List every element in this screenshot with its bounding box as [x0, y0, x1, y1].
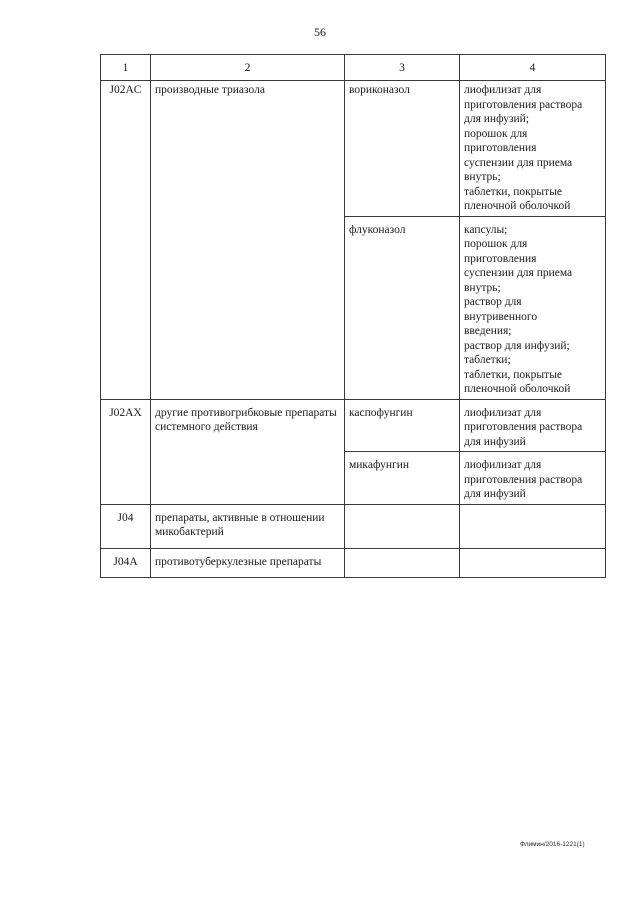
dosage-form-cell	[460, 81, 606, 217]
table-row	[101, 504, 606, 548]
dosage-form-line: лиофилизат для	[464, 84, 542, 96]
drug-name-cell	[345, 548, 460, 578]
atc-code-cell: J02AC	[101, 81, 151, 400]
column-header: 2	[151, 55, 345, 81]
dosage-form-line: суспензии для приема	[464, 156, 573, 169]
dosage-form-line: приготовления раствора	[464, 473, 583, 486]
table-header-row	[101, 55, 606, 81]
dosage-form-line: суспензии для приема	[464, 267, 573, 279]
dosage-form-line: капсулы;	[464, 223, 508, 236]
dosage-form-cell	[460, 548, 606, 578]
dosage-form-line: приготовления	[464, 142, 537, 154]
dosage-form-line: пленочной оболочкой	[464, 383, 571, 395]
atc-code-cell: J04	[101, 504, 151, 548]
column-header: 3	[345, 55, 460, 81]
dosage-form-line: для инфузий	[464, 488, 526, 500]
column-header: 1	[101, 55, 151, 81]
dosage-form-line: таблетки;	[464, 354, 511, 366]
dosage-form-line: внутривенного	[464, 310, 538, 323]
page-number: 56	[314, 25, 326, 39]
atc-code-cell: J04A	[101, 548, 151, 578]
column-header: 4	[460, 55, 606, 81]
dosage-form-line: внутрь;	[464, 171, 501, 183]
dosage-form-line: приготовления раствора	[464, 98, 583, 111]
dosage-form-cell	[460, 216, 606, 399]
dosage-form-line: внутрь;	[464, 281, 501, 294]
dosage-form-line: лиофилизат для	[464, 406, 542, 419]
dosage-form-line: для инфузий	[464, 435, 526, 448]
dosage-form-line: таблетки, покрытые	[464, 185, 563, 198]
dosage-form-line: раствор для инфузий;	[464, 339, 570, 352]
group-name-cell: противотуберкулезные препараты	[151, 548, 345, 578]
drug-name-cell: флуконазол	[345, 216, 460, 399]
table-row	[101, 399, 606, 452]
dosage-form-cell	[460, 504, 606, 548]
dosage-form-line: приготовления раствора	[464, 421, 583, 433]
dosage-form-cell	[460, 399, 606, 452]
dosage-form-line: приготовления	[464, 252, 537, 265]
dosage-form-line: введения;	[464, 325, 512, 337]
drug-name-cell: каспофунгин	[345, 399, 460, 452]
document-stamp: Флимин/2016-1221(1)	[520, 841, 585, 848]
dosage-form-cell	[460, 452, 606, 505]
medication-table	[100, 54, 606, 578]
dosage-form-line: порошок для	[464, 238, 528, 250]
group-name-cell: препараты, активные в отношении микобактерий	[151, 504, 345, 548]
dosage-form-line: раствор для	[464, 296, 522, 308]
dosage-form-line: пленочной оболочкой	[464, 200, 571, 212]
dosage-form-line: таблетки, покрытые	[464, 368, 563, 381]
atc-code-cell: J02AX	[101, 399, 151, 504]
group-name-cell: производные триазола	[151, 81, 345, 400]
dosage-form-line: для инфузий;	[464, 113, 530, 125]
group-name-cell: другие противогрибковые препараты системного действия	[151, 399, 345, 504]
dosage-form-line: порошок для	[464, 127, 528, 140]
drug-name-cell	[345, 504, 460, 548]
dosage-form-line: лиофилизат для	[464, 459, 542, 471]
table-row	[101, 548, 606, 578]
drug-name-cell: микафунгин	[345, 452, 460, 505]
drug-name-cell: вориконазол	[345, 81, 460, 217]
table-row	[101, 81, 606, 217]
